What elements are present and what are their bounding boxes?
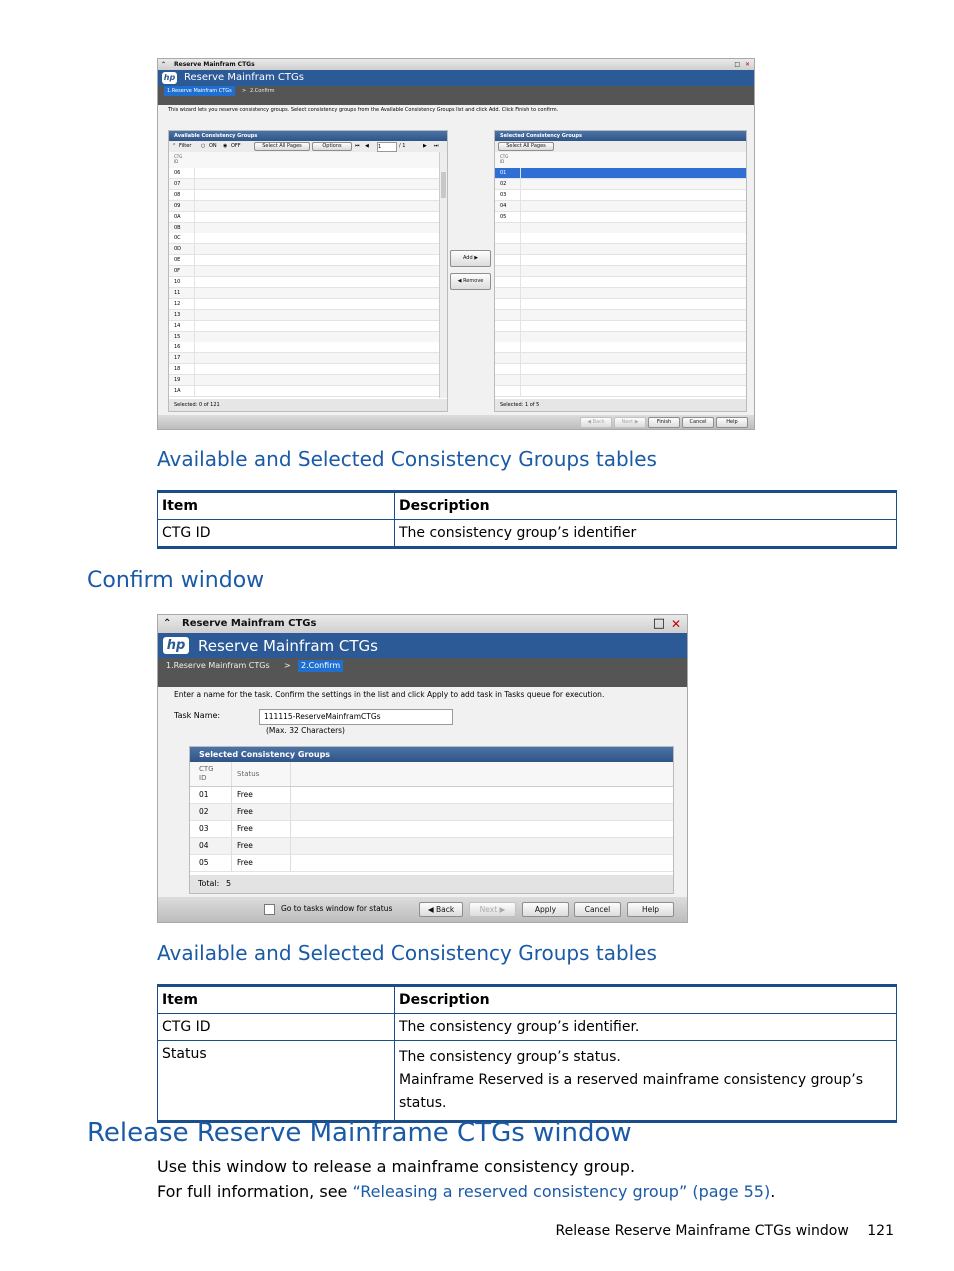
- table-row[interactable]: [169, 299, 439, 310]
- column-divider: [194, 299, 195, 309]
- column-divider: [194, 288, 195, 298]
- table-row[interactable]: [495, 353, 746, 364]
- remove-button[interactable]: ◀ Remove: [450, 273, 491, 290]
- status-cell: Free: [237, 790, 253, 799]
- available-panel-header: Available Consistency Groups: [169, 131, 447, 141]
- column-divider: [520, 299, 521, 309]
- table-row[interactable]: [169, 288, 439, 299]
- filter-on-radio[interactable]: ○: [201, 143, 206, 149]
- description-column-header: Description: [395, 492, 897, 520]
- confirm-window-heading: Confirm window: [87, 568, 265, 593]
- table-row[interactable]: [169, 321, 439, 332]
- task-name-input[interactable]: 111115-ReserveMainframCTGs: [259, 709, 453, 725]
- table-row[interactable]: [495, 332, 746, 343]
- add-label: Add: [462, 255, 473, 261]
- column-divider: [194, 375, 195, 385]
- collapse-icon[interactable]: ⌃: [163, 618, 172, 629]
- column-divider: [520, 190, 521, 200]
- column-divider: [194, 364, 195, 374]
- description-cell: The consistency group’s identifier: [395, 520, 897, 548]
- help-button[interactable]: Help: [627, 902, 674, 917]
- table-row[interactable]: [169, 223, 439, 234]
- ctg-id-cell: 02: [500, 180, 507, 187]
- total-count: 5: [225, 879, 232, 888]
- page-total: / 1: [399, 143, 406, 149]
- description-cell: [395, 1041, 897, 1122]
- table-row[interactable]: [495, 310, 746, 321]
- table-row[interactable]: [495, 342, 746, 353]
- description-column-header: Description: [395, 986, 897, 1014]
- window-title: Reserve Mainfram CTGs: [182, 618, 317, 629]
- table-row: [158, 520, 897, 548]
- column-divider: [194, 353, 195, 363]
- table-row[interactable]: [169, 255, 439, 266]
- maximize-icon[interactable]: □: [652, 616, 665, 631]
- table-row[interactable]: [495, 190, 746, 201]
- available-scrollbar[interactable]: [439, 152, 447, 398]
- release-window-heading: Release Reserve Mainframe CTGs window: [87, 1118, 632, 1148]
- ctg-id-cell: 13: [174, 311, 181, 318]
- table-row: [158, 1041, 897, 1122]
- description-table-1: [157, 490, 897, 549]
- help-button[interactable]: Help: [716, 417, 748, 428]
- table-row[interactable]: [495, 168, 746, 179]
- selected-count: 0: [198, 402, 203, 408]
- breadcrumb-step-1: 1.Reserve Mainfram CTGs: [166, 661, 270, 670]
- selected-col-header: [495, 152, 746, 169]
- table-row: [158, 1014, 897, 1041]
- column-divider: [194, 310, 195, 320]
- figure-caption-2: Available and Selected Consistency Groups tables: [157, 941, 657, 965]
- column-divider: [194, 233, 195, 243]
- remove-label: Remove: [463, 278, 484, 284]
- column-divider: [520, 342, 521, 352]
- confirm-window-screenshot: [157, 614, 688, 923]
- of-label: of: [529, 402, 535, 408]
- column-divider: [231, 855, 232, 871]
- reference-prefix: For full information, see: [157, 1182, 353, 1201]
- ctg-id-column[interactable]: CTG ID: [174, 154, 183, 164]
- selected-panel: [494, 130, 747, 412]
- task-name-label: Task Name:: [174, 711, 221, 720]
- column-divider: [194, 244, 195, 254]
- ctg-id-cell: 11: [174, 289, 181, 296]
- confirm-rows: [190, 787, 673, 875]
- selected-panel-header: Selected Consistency Groups: [495, 131, 746, 141]
- wizard-footer: [158, 415, 754, 429]
- column-divider: [194, 321, 195, 331]
- description-table-2: [157, 984, 897, 1123]
- total-count: 121: [210, 402, 220, 408]
- breadcrumb-step-2: 2.Confirm: [298, 660, 343, 672]
- ctg-id-cell: 09: [174, 202, 181, 209]
- ctg-id-cell: 0A: [174, 213, 181, 220]
- available-footer: [169, 399, 447, 411]
- table-row[interactable]: [169, 244, 439, 255]
- table-row[interactable]: [169, 233, 439, 244]
- maximize-icon[interactable]: □: [734, 61, 740, 68]
- column-divider: [520, 179, 521, 189]
- window-titlebar: [158, 59, 754, 70]
- column-divider: [194, 332, 195, 342]
- table-row[interactable]: [495, 375, 746, 386]
- column-divider: [290, 787, 291, 803]
- column-divider: [194, 255, 195, 265]
- apply-button[interactable]: Apply: [522, 902, 569, 917]
- breadcrumb-step-1: 1.Reserve Mainfram CTGs: [164, 86, 235, 96]
- reserve-wizard-screenshot: [157, 58, 755, 430]
- page-input[interactable]: 1: [377, 142, 397, 152]
- table-row[interactable]: [169, 277, 439, 288]
- ctg-id-cell: 03: [199, 824, 209, 833]
- table-row[interactable]: [495, 266, 746, 277]
- table-row[interactable]: [169, 179, 439, 190]
- ctg-id-column[interactable]: CTG ID: [500, 154, 509, 164]
- ctg-id-cell: 05: [500, 213, 507, 220]
- intro-paragraph: Use this window to release a mainframe consistency group.: [157, 1157, 636, 1176]
- description-line: The consistency group’s identifier.: [399, 1019, 640, 1035]
- column-divider: [520, 310, 521, 320]
- column-divider: [520, 277, 521, 287]
- next-button[interactable]: Next ▶: [469, 902, 516, 917]
- item-cell: CTG ID: [158, 520, 395, 548]
- column-divider: [520, 364, 521, 374]
- column-divider: [520, 266, 521, 276]
- table-row[interactable]: [495, 299, 746, 310]
- selected-rows: [495, 168, 746, 398]
- table-row[interactable]: [190, 821, 673, 838]
- reference-link[interactable]: “Releasing a reserved consistency group” (page 55): [352, 1182, 771, 1201]
- column-divider: [194, 386, 195, 396]
- column-divider: [520, 244, 521, 254]
- column-divider: [194, 190, 195, 200]
- table-row[interactable]: [169, 190, 439, 201]
- status-column[interactable]: Status: [237, 770, 260, 778]
- prev-page-icon[interactable]: ◀: [365, 143, 369, 149]
- table-row[interactable]: [495, 244, 746, 255]
- next-label: Next: [621, 419, 634, 425]
- table-row[interactable]: [190, 804, 673, 821]
- table-header-row: [158, 986, 897, 1014]
- next-button[interactable]: Next ▶: [614, 417, 646, 428]
- ctg-id-column[interactable]: CTG ID: [199, 765, 214, 782]
- table-row[interactable]: [169, 342, 439, 353]
- filter-on-label: ON: [209, 143, 217, 149]
- back-label: Back: [592, 419, 605, 425]
- column-divider: [231, 762, 232, 786]
- column-divider: [231, 787, 232, 803]
- last-page-icon[interactable]: ⏭: [434, 143, 439, 149]
- column-divider: [194, 277, 195, 287]
- table-row[interactable]: [495, 255, 746, 266]
- back-button[interactable]: ◀ Back: [580, 417, 612, 428]
- footer-title: Release Reserve Mainframe CTGs window: [555, 1223, 849, 1239]
- filter-label: Filter: [179, 143, 192, 149]
- column-divider: [520, 201, 521, 211]
- ctg-id-cell: 14: [174, 322, 181, 329]
- column-divider: [520, 223, 521, 233]
- app-header: [158, 633, 687, 658]
- column-header-row: [190, 762, 673, 787]
- ctg-id-cell: 17: [174, 355, 181, 362]
- goto-tasks-label: Go to tasks window for status: [281, 904, 393, 913]
- ctg-id-cell: 01: [199, 790, 209, 799]
- ctg-id-cell: 08: [174, 191, 181, 198]
- column-divider: [231, 821, 232, 837]
- column-divider: [194, 179, 195, 189]
- table-row[interactable]: [169, 266, 439, 277]
- column-divider: [520, 375, 521, 385]
- add-button[interactable]: Add ▶: [450, 250, 491, 267]
- column-divider: [290, 821, 291, 837]
- column-divider: [194, 212, 195, 222]
- ctg-id-cell: 16: [174, 344, 181, 351]
- wizard-footer: [158, 897, 687, 922]
- back-label: Back: [435, 905, 455, 914]
- ctg-id-cell: 05: [199, 858, 209, 867]
- selected-footer: [495, 399, 746, 411]
- column-divider: [520, 332, 521, 342]
- available-toolbar: [169, 141, 447, 152]
- selected-count: 1: [524, 402, 529, 408]
- available-col-header: [169, 152, 439, 169]
- breadcrumb-separator: >: [242, 88, 247, 94]
- breadcrumb: [158, 658, 687, 687]
- filter-off-radio[interactable]: ◉: [223, 143, 228, 149]
- column-divider: [290, 762, 291, 786]
- table-row[interactable]: [190, 838, 673, 855]
- table-row[interactable]: [495, 321, 746, 332]
- scrollbar-thumb[interactable]: [441, 172, 446, 198]
- column-divider: [194, 223, 195, 233]
- column-divider: [194, 342, 195, 352]
- max-chars-hint: (Max. 32 Characters): [266, 726, 345, 735]
- table-row[interactable]: [169, 353, 439, 364]
- total-label: Total:: [198, 879, 220, 888]
- window-title: Reserve Mainfram CTGs: [174, 61, 255, 68]
- column-divider: [290, 855, 291, 871]
- column-divider: [231, 838, 232, 854]
- breadcrumb-separator: >: [284, 661, 291, 670]
- column-divider: [520, 255, 521, 265]
- description-line: Mainframe Reserved is a reserved mainframe consistency group’s status.: [399, 1072, 863, 1111]
- ctg-id-cell: 06: [174, 170, 181, 176]
- ctg-id-cell: 12: [174, 300, 181, 307]
- column-divider: [194, 168, 195, 178]
- table-row[interactable]: [169, 386, 439, 397]
- column-divider: [194, 201, 195, 211]
- available-panel: [168, 130, 448, 412]
- of-label: of: [203, 402, 209, 408]
- filter-off-label: OFF: [231, 143, 241, 149]
- table-row[interactable]: [169, 212, 439, 223]
- next-page-icon[interactable]: ▶: [423, 143, 427, 149]
- total-count: 5: [536, 402, 540, 408]
- filter-icon[interactable]: ⌃: [172, 143, 177, 149]
- column-divider: [290, 838, 291, 854]
- page-number: 121: [867, 1223, 894, 1239]
- instruction-text: This wizard lets you reserve consistency groups. Select consistency groups from the Available Consistency Groups list and click Add. Click Finish to confirm.: [168, 107, 559, 113]
- reference-paragraph: [157, 1182, 775, 1201]
- description-cell: [395, 1014, 897, 1041]
- breadcrumb: [158, 86, 754, 105]
- header-title: Reserve Mainfram CTGs: [184, 72, 304, 83]
- options-button[interactable]: Options: [312, 142, 352, 151]
- column-divider: [520, 168, 521, 178]
- window-titlebar: [158, 615, 687, 633]
- ctg-id-cell: 1A: [174, 388, 181, 394]
- ctg-id-cell: 02: [199, 807, 209, 816]
- select-all-pages-button[interactable]: Select All Pages: [498, 142, 554, 151]
- close-icon[interactable]: ✕: [670, 617, 681, 631]
- table-row[interactable]: [495, 201, 746, 212]
- header-title: Reserve Mainfram CTGs: [198, 637, 378, 655]
- table-row[interactable]: [495, 223, 746, 234]
- table-row[interactable]: [495, 364, 746, 375]
- table-row[interactable]: [495, 179, 746, 190]
- ctg-id-cell: 04: [500, 202, 507, 209]
- column-divider: [520, 321, 521, 331]
- hp-logo: hp: [163, 73, 176, 82]
- ctg-id-cell: 04: [199, 841, 209, 850]
- available-rows: [169, 168, 439, 398]
- ctg-id-cell: 0D: [174, 246, 182, 253]
- table-row[interactable]: [495, 288, 746, 299]
- description-line: The consistency group’s status.: [399, 1049, 621, 1065]
- column-divider: [290, 804, 291, 820]
- table-header-row: [158, 492, 897, 520]
- finish-button[interactable]: Finish: [648, 417, 680, 428]
- selected-groups-panel: [189, 746, 674, 894]
- selected-toolbar: [495, 141, 746, 152]
- reference-suffix: .: [770, 1182, 776, 1201]
- selected-count-label: Selected:: [500, 402, 524, 408]
- ctg-id-cell: 0E: [174, 257, 181, 264]
- table-row[interactable]: [190, 787, 673, 804]
- column-divider: [231, 804, 232, 820]
- table-row[interactable]: [190, 855, 673, 872]
- selected-count-label: Selected:: [174, 402, 198, 408]
- table-row[interactable]: [495, 277, 746, 288]
- ctg-id-cell: 18: [174, 366, 181, 373]
- page-footer: [556, 1223, 894, 1239]
- table-row[interactable]: [169, 332, 439, 343]
- back-button[interactable]: ◀ Back: [419, 902, 463, 917]
- status-cell: Free: [237, 824, 253, 833]
- breadcrumb-step-2: 2.Confirm: [250, 88, 275, 94]
- ctg-id-cell: 0C: [174, 235, 181, 242]
- item-column-header: Item: [158, 492, 395, 520]
- panel-footer: [190, 875, 673, 893]
- table-row[interactable]: [169, 310, 439, 321]
- hp-logo: hp: [163, 637, 189, 654]
- item-cell: CTG ID: [158, 1014, 395, 1041]
- first-page-icon[interactable]: ⏮: [355, 143, 360, 149]
- ctg-id-cell: 10: [174, 279, 181, 285]
- ctg-id-cell: 03: [500, 191, 507, 198]
- collapse-icon[interactable]: ⌃: [161, 61, 167, 68]
- table-row[interactable]: [495, 233, 746, 244]
- column-divider: [520, 233, 521, 243]
- table-row[interactable]: [495, 212, 746, 223]
- status-cell: Free: [237, 858, 253, 867]
- next-label: Next: [479, 905, 498, 914]
- ctg-id-cell: 0F: [174, 268, 181, 275]
- item-cell: Status: [158, 1041, 395, 1122]
- column-divider: [520, 212, 521, 222]
- table-row[interactable]: [169, 364, 439, 375]
- column-divider: [194, 266, 195, 276]
- table-row[interactable]: [169, 375, 439, 386]
- column-divider: [520, 353, 521, 363]
- ctg-id-cell: 01: [500, 170, 507, 176]
- close-icon[interactable]: ✕: [744, 61, 750, 68]
- status-cell: Free: [237, 807, 253, 816]
- panel-header: Selected Consistency Groups: [190, 747, 673, 762]
- status-cell: Free: [237, 841, 253, 850]
- app-header: [158, 70, 754, 86]
- cancel-button[interactable]: Cancel: [682, 417, 714, 428]
- column-divider: [520, 386, 521, 396]
- table-row[interactable]: [169, 201, 439, 212]
- ctg-id-cell: 07: [174, 180, 181, 187]
- goto-tasks-checkbox[interactable]: [264, 904, 275, 915]
- ctg-id-cell: 19: [174, 377, 181, 384]
- ctg-id-cell: 15: [174, 333, 181, 340]
- select-all-pages-button[interactable]: Select All Pages: [254, 142, 310, 151]
- table-row[interactable]: [169, 168, 439, 179]
- item-column-header: Item: [158, 986, 395, 1014]
- figure-caption-1: Available and Selected Consistency Groups tables: [157, 447, 657, 471]
- ctg-id-cell: 0B: [174, 224, 181, 231]
- table-row[interactable]: [495, 386, 746, 397]
- instruction-text: Enter a name for the task. Confirm the settings in the list and click Apply to add task in Tasks queue for execution.: [174, 690, 605, 699]
- cancel-button[interactable]: Cancel: [574, 902, 621, 917]
- column-divider: [520, 288, 521, 298]
